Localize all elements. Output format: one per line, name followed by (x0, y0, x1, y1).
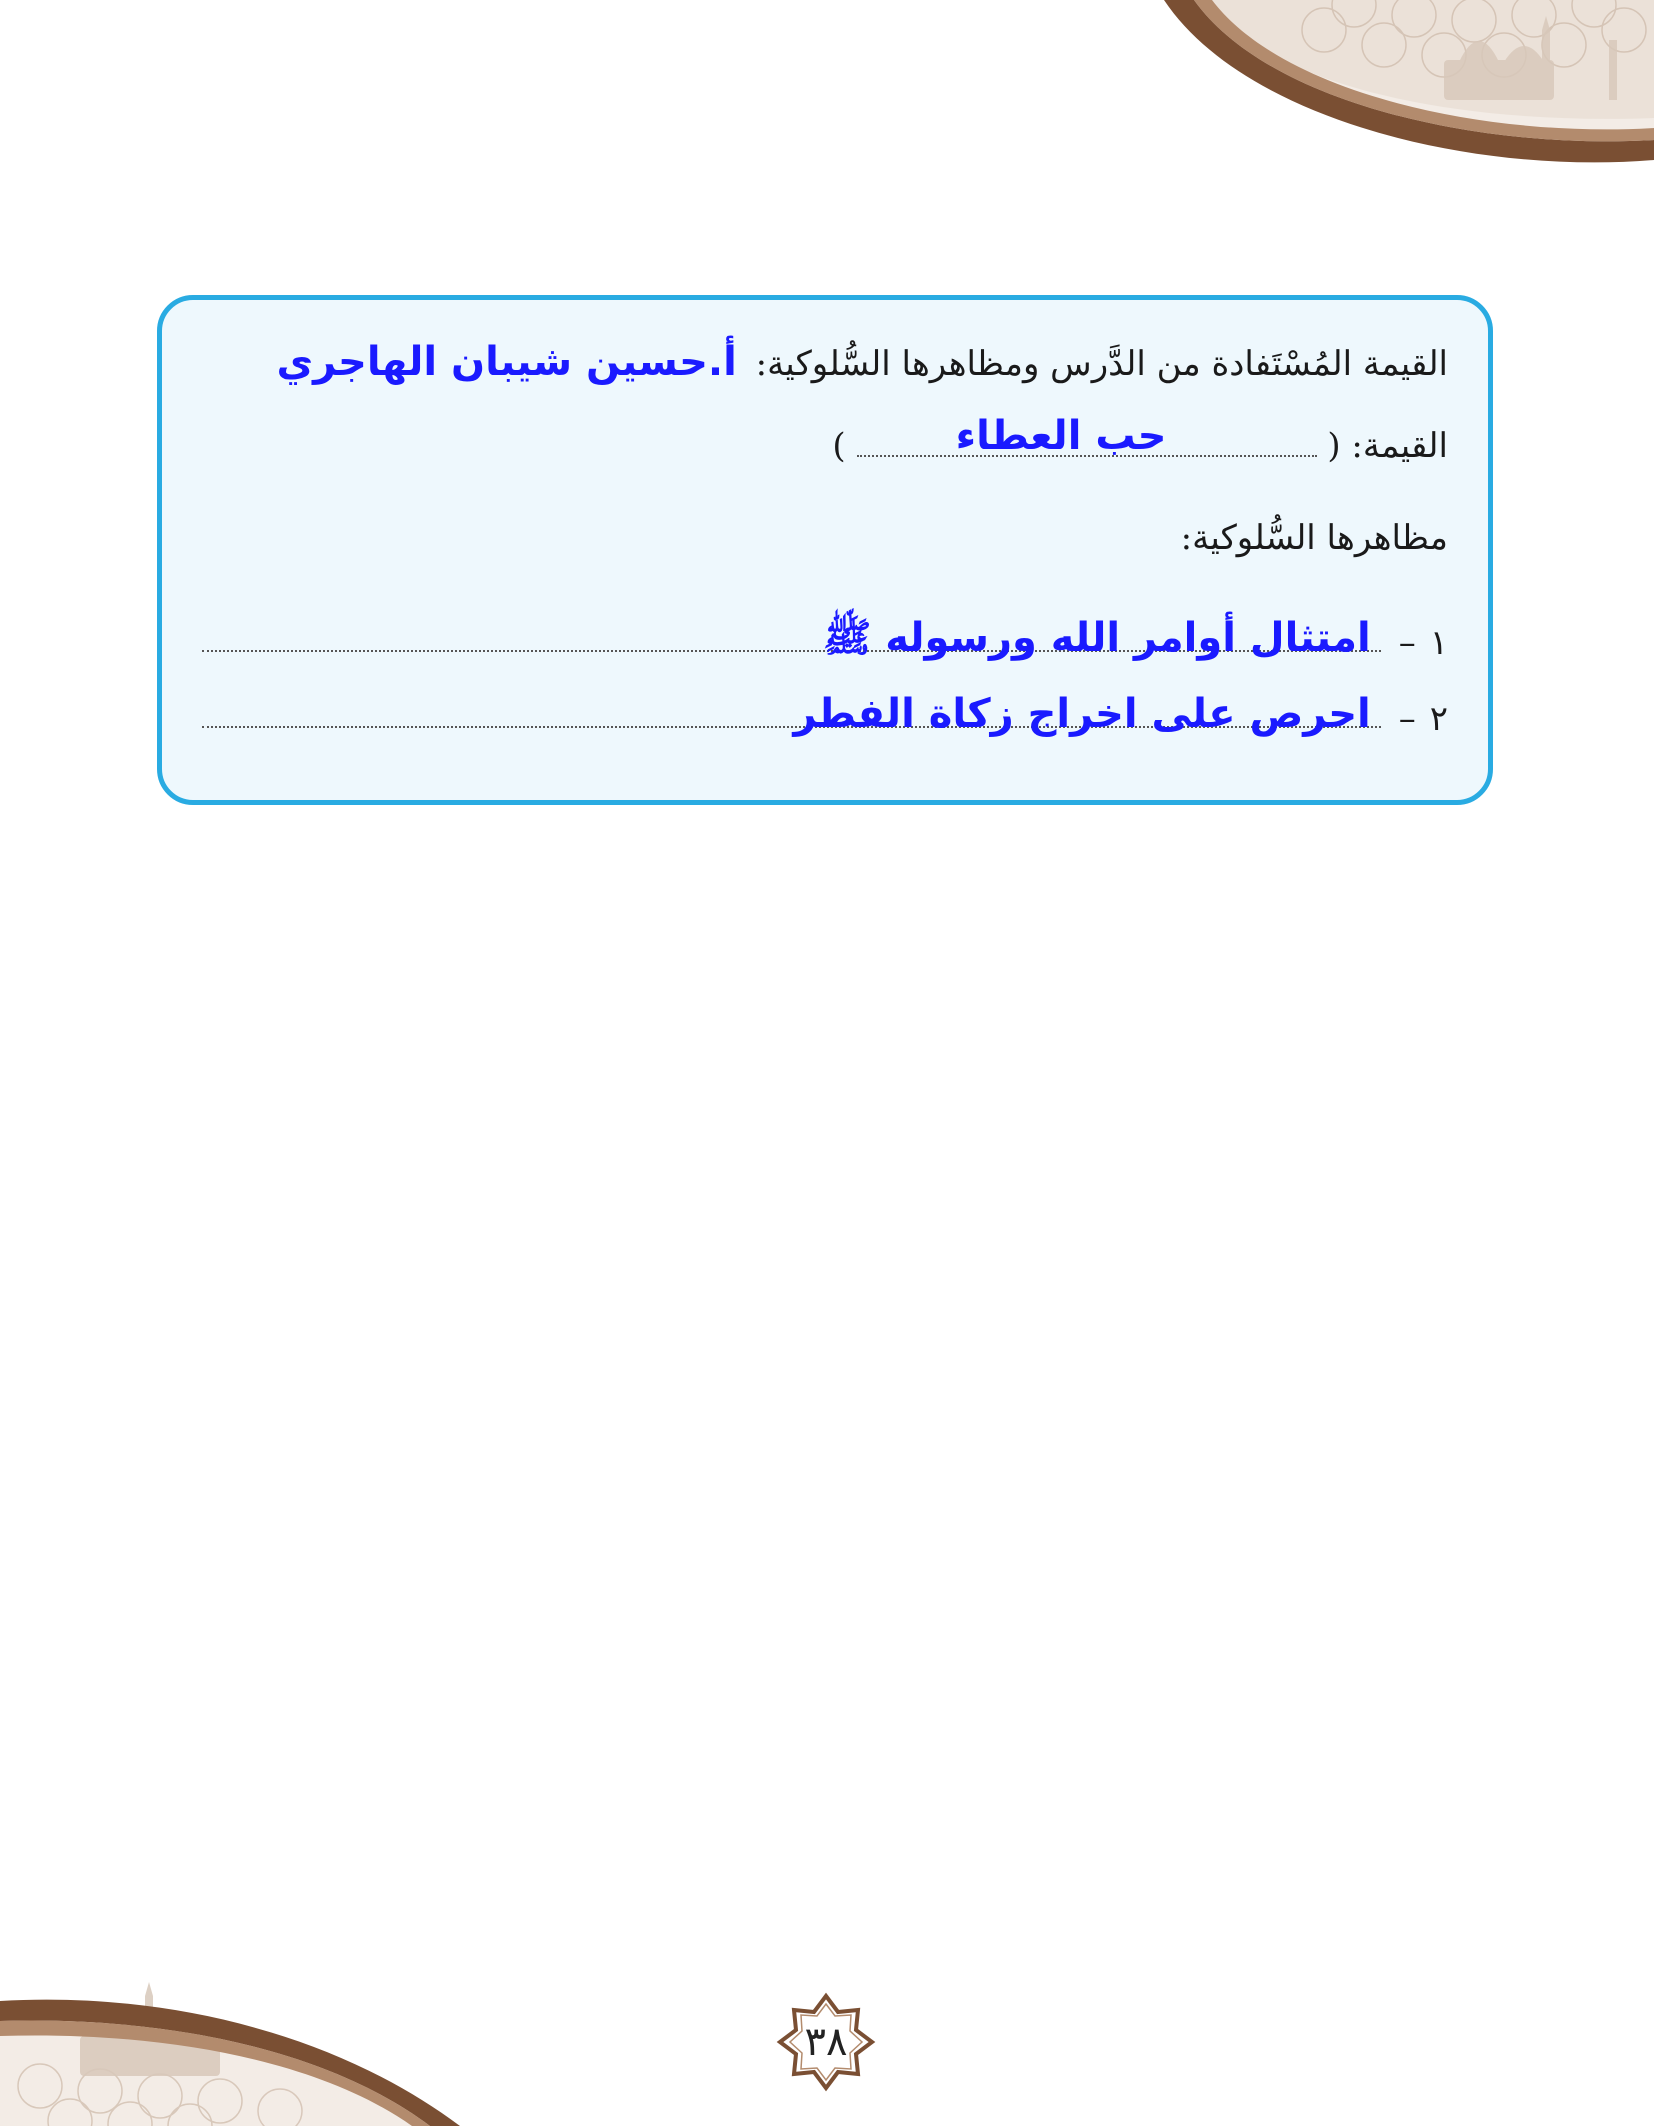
page-number-badge (776, 1992, 876, 2092)
item-answer: امتثال أوامر الله ورسوله ﷺ (823, 615, 1371, 661)
value-label: القيمة: ( (1327, 426, 1448, 466)
behavior-item (202, 678, 1448, 740)
lesson-value-card (157, 295, 1493, 805)
top-decoration (1094, 0, 1654, 170)
author-name: أ.حسين شيبان الهاجري (276, 339, 737, 385)
value-row (202, 413, 1448, 467)
item-number: ١ (1429, 623, 1448, 664)
item-answer: احرص على اخراج زكاة الفطر (793, 691, 1371, 737)
value-answer: حب العطاء (955, 413, 1167, 459)
title-prompt: القيمة المُسْتَفادة من الدَّرس ومظاهرها السُّلوكية: (755, 344, 1448, 384)
item-dash: – (1398, 699, 1416, 740)
behavior-item (202, 602, 1448, 664)
value-answer-field[interactable] (857, 413, 1317, 467)
behaviors-label: مظاهرها السُّلوكية: (1180, 518, 1448, 558)
behaviors-row (202, 518, 1448, 559)
item-dash: – (1398, 623, 1416, 664)
item-number: ٢ (1429, 699, 1448, 740)
bottom-decoration (0, 1976, 460, 2126)
title-row (202, 338, 1448, 386)
page-number: ٣٨ (804, 2019, 848, 2065)
item-answer-field[interactable] (202, 602, 1381, 661)
value-close-paren: ) (832, 426, 846, 466)
item-answer-field[interactable] (202, 678, 1381, 737)
